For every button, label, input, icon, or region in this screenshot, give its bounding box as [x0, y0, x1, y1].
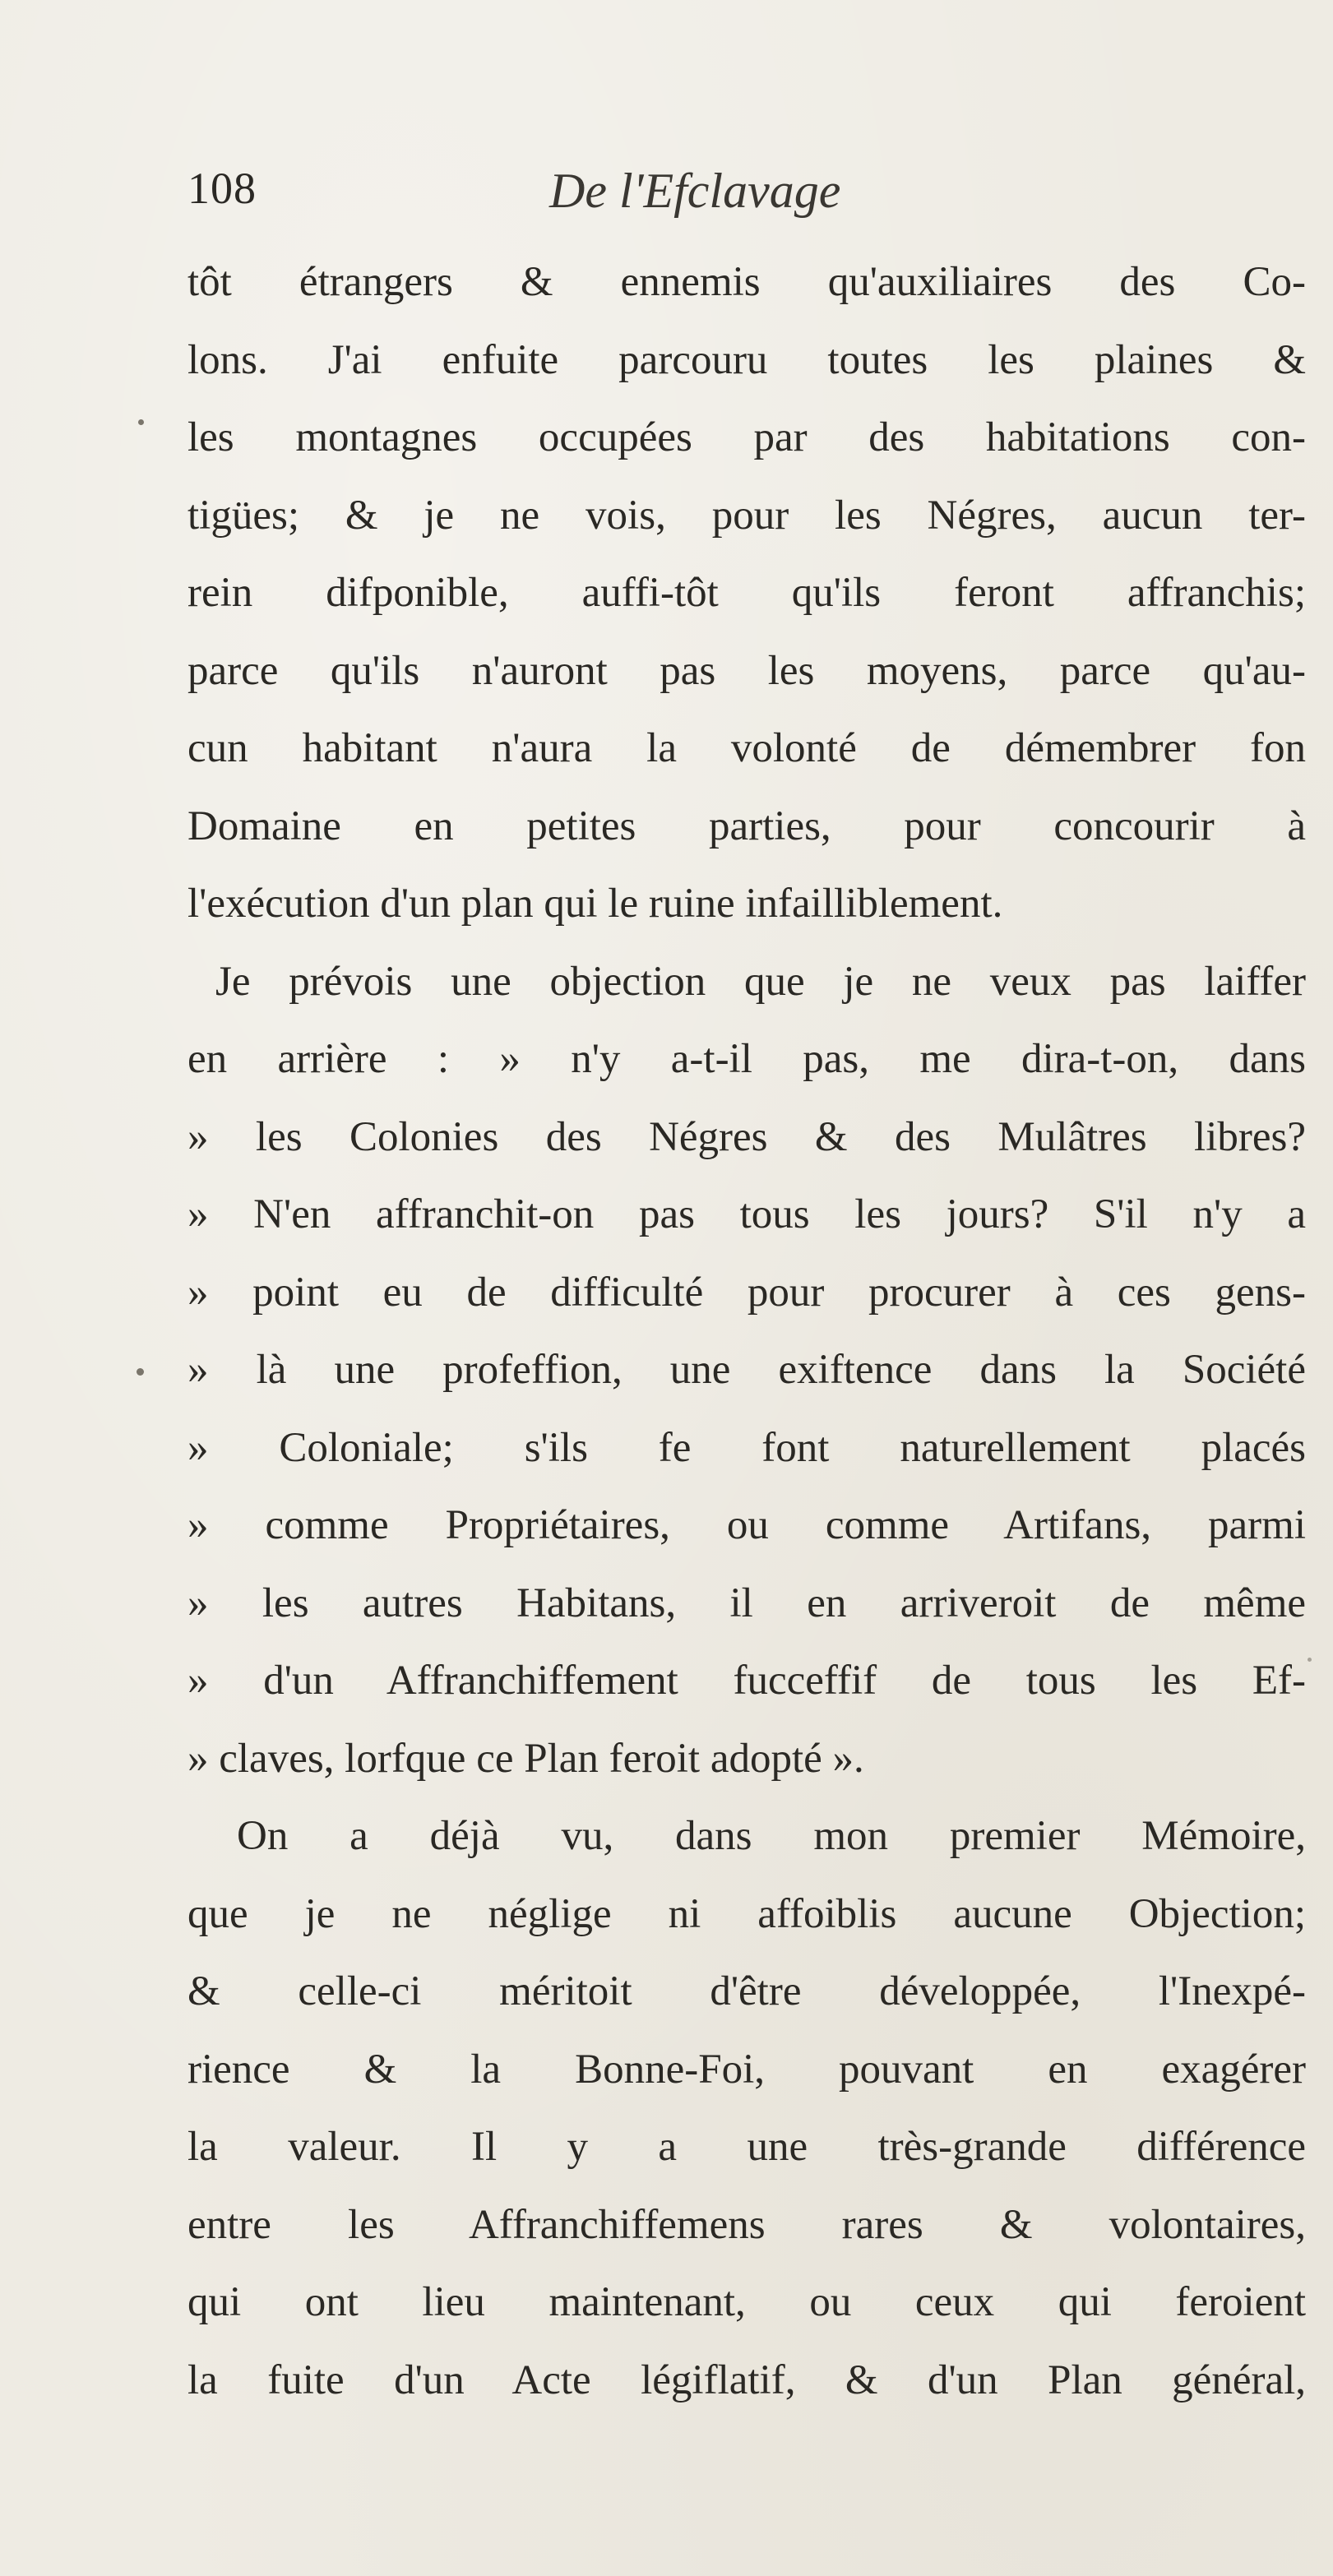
quoted-line: » comme Propriétaires, ou comme Artifans, parmi	[187, 1502, 1306, 1548]
text-line: cun habitant n'aura la volonté de démembrer fon	[187, 725, 1306, 771]
paper-speck	[138, 419, 144, 425]
quoted-line: » les autres Habitans, il en arriveroit de même	[187, 1579, 1306, 1626]
text-line: tigües; & je ne vois, pour les Négres, aucun ter-	[187, 492, 1306, 539]
text-line: l'exécution d'un plan qui le ruine infailliblement.	[187, 881, 1003, 927]
text-line: rein difponible, auffi-tôt qu'ils feront affranchis;	[187, 570, 1306, 616]
text-line: lons. J'ai enfuite parcouru toutes les plaines &	[187, 336, 1306, 383]
text-line: les montagnes occupées par des habitations con-	[187, 414, 1306, 460]
text-line: rience & la Bonne-Foi, pouvant en exagérer	[187, 2046, 1306, 2093]
quoted-line: » là une profeffion, une exiftence dans la Société	[187, 1347, 1306, 1393]
quoted-line: » d'un Affranchiffement fucceffif de tous les Ef-	[187, 1658, 1306, 1704]
paper-speck	[1308, 1658, 1312, 1662]
text-line: la fuite d'un Acte légiflatif, & d'un Plan général,	[187, 2356, 1306, 2403]
text-line: en arrière : » n'y a-t-il pas, me dira-t-on, dans	[187, 1036, 1306, 1082]
text-line: entre les Affranchiffemens rares & volontaires,	[187, 2201, 1306, 2248]
text-line: que je ne néglige ni affoiblis aucune Objection;	[187, 1890, 1306, 1937]
running-title: De l'Efclavage	[549, 164, 841, 218]
paper-speck	[137, 1368, 144, 1376]
quoted-line: » les Colonies des Négres & des Mulâtres libres?	[187, 1113, 1306, 1160]
quoted-line: » N'en affranchit-on pas tous les jours? S'il n'y a	[187, 1191, 1306, 1237]
quoted-line: » claves, lorfque ce Plan feroit adopté ».	[187, 1735, 864, 1782]
running-head	[187, 163, 1174, 229]
text-line: parce qu'ils n'auront pas les moyens, parce qu'au-	[187, 647, 1306, 694]
paragraph-start-line: On a déjà vu, dans mon premier Mémoire,	[237, 1813, 1306, 1859]
text-line: qui ont lieu maintenant, ou ceux qui feroient	[187, 2279, 1306, 2325]
quoted-line: » Coloniale; s'ils fe font naturellement placés	[187, 1424, 1306, 1471]
page-number: 108	[187, 164, 257, 213]
quoted-line: » point eu de difficulté pour procurer à ces gens-	[187, 1269, 1306, 1316]
text-line: tôt étrangers & ennemis qu'auxiliaires des Co-	[187, 259, 1306, 305]
body-text	[187, 243, 1306, 2419]
text-line: Domaine en petites parties, pour concourir à	[187, 802, 1306, 849]
paragraph-start-line: Je prévois une objection que je ne veux pas laiffer	[215, 958, 1306, 1005]
text-line: la valeur. Il y a une très-grande différence	[187, 2124, 1306, 2170]
text-line: & celle-ci méritoit d'être développée, l'Inexpé-	[187, 1968, 1306, 2014]
